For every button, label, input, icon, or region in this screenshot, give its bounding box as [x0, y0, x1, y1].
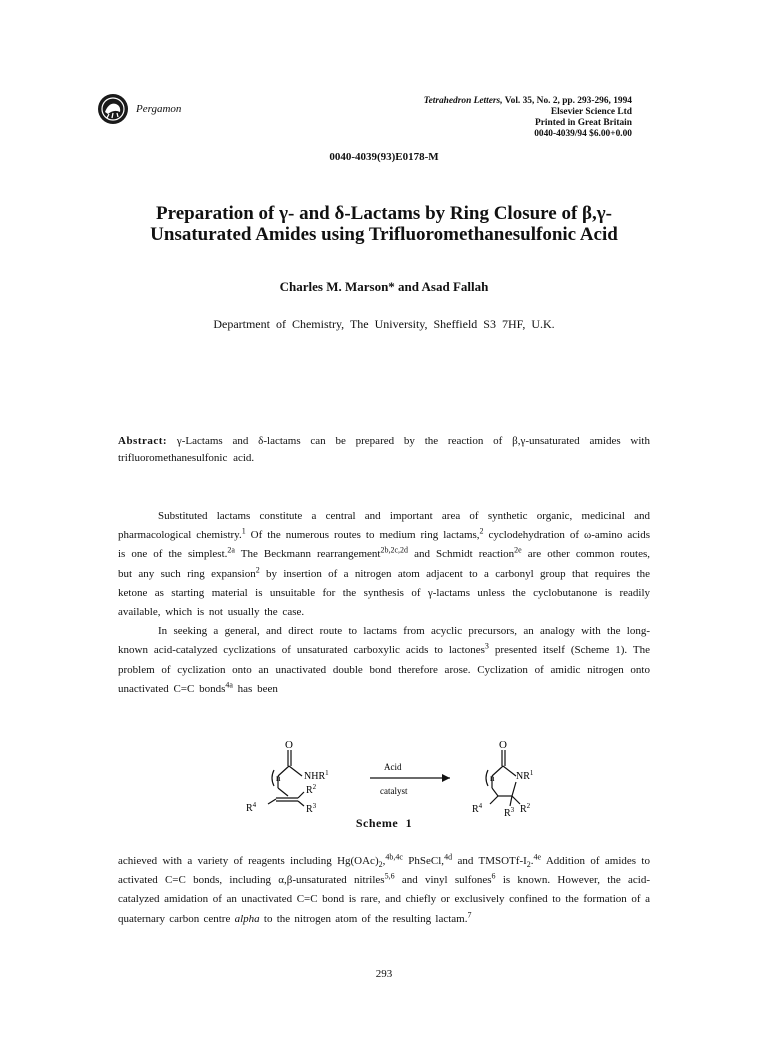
title-line-2: Unsaturated Amides using Trifluoromethanesulfonic Acid — [150, 224, 618, 245]
doi: 0040-4039(93)E0178-M — [329, 151, 439, 163]
product-o: O — [499, 739, 507, 751]
paragraph-1: Substituted lactams constitute a central and important area of synthetic organic, medicinal and pharmacological chemistry.$^1$ Of the numerous routes to medium ring lactams,$^2$ cyclodehydration of ω-amino acids is one of the simplest.$^{2a}$ The Beckmann rearrangement$^{2b,2c,2d}$ and Schmidt reaction$^{2e}$ are other common routes, but any such ring expansion$^2$ by insertion of a nitrogen atom adjacent to a carbonyl group that requires the ketone as starting material is unsuitable for the synthesis of γ-lactams unless the cyclobutanone is readily available, which is not usually the case. — [118, 510, 650, 619]
publisher-name: Pergamon — [136, 103, 182, 115]
abstract-label: Abstract: — [118, 435, 168, 447]
scheme-label: Scheme 1 — [355, 816, 413, 830]
journal-printed: Printed in Great Britain — [535, 118, 632, 128]
reactant-r4: $R^4$ — [246, 801, 257, 814]
journal-publisher: Elsevier Science Ltd — [550, 107, 632, 117]
abstract-text: γ-Lactams and δ-lactams can be prepared by the reaction of β,γ-unsaturated amides with trifluoromethanesulfonic acid. — [118, 435, 650, 464]
journal-issn: 0040-4039/94 $6.00+0.00 — [534, 129, 632, 139]
authors: Charles M. Marson* and Asad Fallah — [279, 279, 489, 294]
reactant-r3: $R^3$ — [306, 802, 317, 815]
paper-title — [120, 203, 648, 245]
scheme-1-diagram — [240, 739, 540, 823]
publisher-logo — [96, 92, 130, 131]
reactant-r2: $R^2$ — [306, 783, 317, 796]
journal-info — [424, 96, 632, 140]
journal-volume: Vol. 35, No. 2, pp. 293-296, 1994 — [502, 96, 632, 106]
product-r4: $R^4$ — [472, 802, 483, 815]
reactant-nhr: NHR$^1$ — [304, 769, 329, 782]
reactant-n: n — [276, 773, 281, 783]
affiliation: Department of Chemistry, The University, Sheffield S3 7HF, U.K. — [213, 317, 555, 331]
abstract — [118, 433, 650, 467]
reactant-o: O — [285, 739, 293, 751]
body-paragraphs-1 — [118, 507, 650, 699]
paragraph-2: In seeking a general, and direct route to lactams from acyclic precursors, an analogy with the long-known acid-catalyzed cyclizations of unsaturated carboxylic acids to lactones$^3$ presented itself (Scheme 1). The problem of cyclization onto an unactivated double bond therefore arose. Cyclization of amidic nitrogen onto unactivated C=C bonds$^{4a}$ has been — [118, 625, 650, 695]
arrow-label-acid: Acid — [384, 762, 402, 772]
pergamon-logo-icon — [96, 92, 130, 126]
paragraph-3: achieved with a variety of reagents including $Hg(OAc)_2,^{4b,4c}$ PhSeCl,$^{4d}$ and TMSOTf-$I_2.^{4e}$ Addition of amides to activated C=C bonds, including α,β-unsaturated nitriles$^{5,6}$ and vinyl sulfones$^6$ is known. However, the acid-catalyzed amidation of an unactivated C=C bond is rare, and chiefly or exclusively confined to the formation of a quaternary carbon centre alpha to the nitrogen atom of the resulting lactam.$^7$ — [118, 852, 650, 925]
body-paragraphs-2 — [118, 852, 650, 929]
product-nr: $NR^1$ — [516, 769, 534, 782]
product-r3: $R^3$ — [504, 806, 515, 819]
arrow-label-catalyst: catalyst — [380, 786, 408, 796]
product-r2: $R^2$ — [520, 802, 531, 815]
journal-name: Tetrahedron Letters, — [423, 96, 503, 106]
title-line-1: Preparation of γ- and δ-Lactams by Ring Closure of β,γ- — [156, 203, 612, 224]
reactant-structure — [268, 750, 304, 806]
page-number: 293 — [375, 968, 393, 980]
product-n: n — [490, 773, 495, 783]
